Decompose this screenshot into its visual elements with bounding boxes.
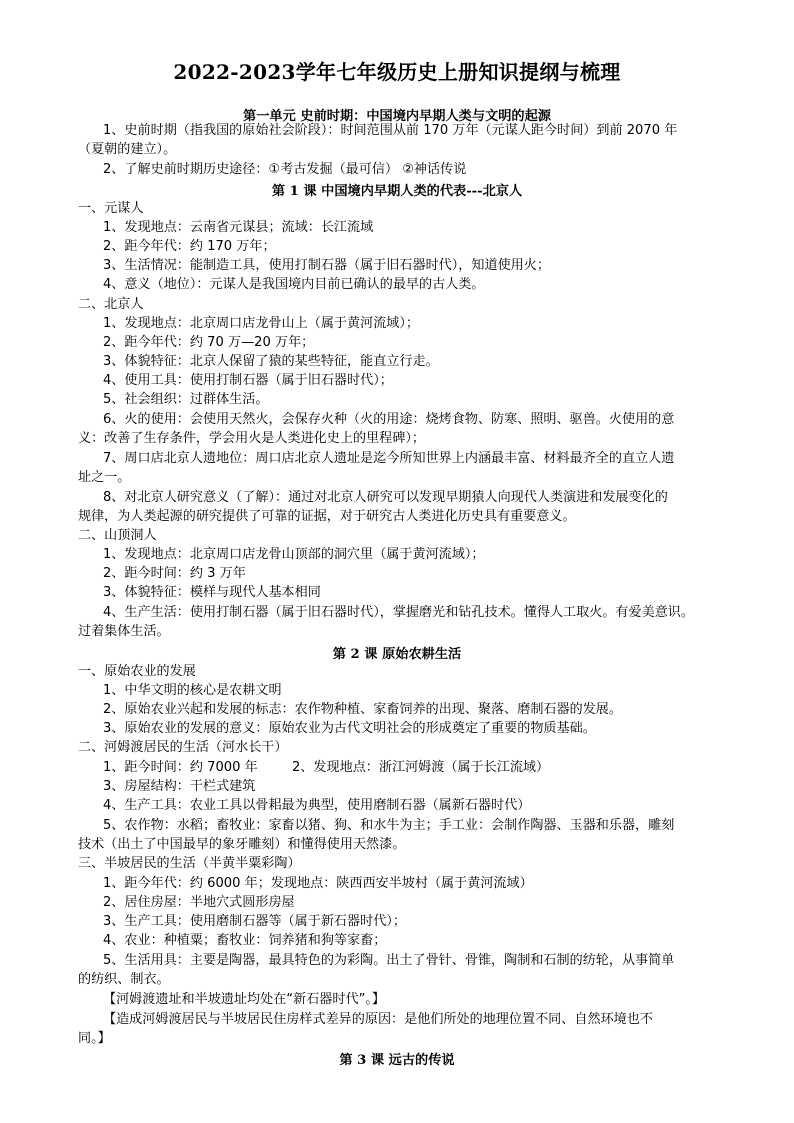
list-item: 3、房屋结构：干栏式建筑 bbox=[103, 779, 256, 794]
list-item: 4、农业：种植粟；畜牧业：饲养猪和狗等家畜； bbox=[103, 933, 387, 948]
list-item: 4、意义（地位）：元谋人是我国境内目前已确认的最早的古人类。 bbox=[103, 277, 485, 292]
list-item: 5、农作物：水稻；畜牧业：家畜以猪、狗、和水牛为主；手工业：会制作陶器、玉器和乐器，雕刻 bbox=[103, 818, 675, 833]
list-item: 2、发现地点：浙江河姆渡（属于长江流域） bbox=[292, 760, 550, 775]
list-item-continued: 规律，为人类起源的研究提供了可靠的证据，对于研究古人类进化历史具有重要意义。 bbox=[78, 509, 576, 524]
list-item: 1、距今时间：约 7000 年 bbox=[103, 760, 258, 775]
list-item: 1、距今年代：约 6000 年；发现地点：陕西西安半坡村（属于黄河流域） bbox=[103, 876, 533, 891]
list-item: 3、生产工具：使用磨制石器等（属于新石器时代）； bbox=[103, 914, 406, 929]
list-item: 2、距今年代：约 70 万—20 万年； bbox=[103, 335, 315, 350]
section-title: 二、山顶洞人 bbox=[78, 528, 157, 543]
list-item: 5、社会组织：过群体生活。 bbox=[103, 392, 269, 407]
list-item: 1、发现地点：北京周口店龙骨山上（属于黄河流域）； bbox=[103, 316, 420, 331]
list-item: 5、生活用具：主要是陶器，最具特色的为彩陶。出土了骨针、骨锥，陶制和石制的纺轮，从事简单 bbox=[103, 953, 675, 968]
document-title: 2022-2023学年七年级历史上册知识提纲与梳理 bbox=[173, 60, 621, 84]
section-title: 二、北京人 bbox=[78, 297, 144, 312]
section-title: 一、元谋人 bbox=[78, 201, 144, 216]
list-item: 3、生活情况：能制造工具，使用打制石器（属于旧石器时代），知道使用火； bbox=[103, 258, 550, 273]
note-line: 【河姆渡遗址和半坡遗址均处在“新石器时代”。】 bbox=[103, 992, 385, 1007]
section-title: 二、河姆渡居民的生活（河水长干） bbox=[78, 740, 288, 755]
list-item-continued: 的纺织、制衣。 bbox=[78, 972, 170, 987]
list-item: 4、使用工具：使用打制石器（属于旧石器时代）； bbox=[103, 373, 393, 388]
list-item: 2、原始农业兴起和发展的标志：农作物种植、家畜饲养的出现、聚落、磨制石器的发展。 bbox=[103, 702, 622, 717]
list-item: 1、发现地点：云南省元谋县；流域：长江流域 bbox=[103, 220, 374, 235]
list-item: 1、发现地点：北京周口店龙骨山顶部的洞穴里（属于黄河流域）； bbox=[103, 547, 485, 562]
list-item-continued: 过着集体生活。 bbox=[78, 624, 170, 639]
list-item: 7、周口店北京人遗地位：周口店北京人遗址是迄今所知世界上内涵最丰富、材料最齐全的直立人遗 bbox=[103, 451, 675, 466]
unit-heading: 第一单元 史前时期：中国境内早期人类与文明的起源 bbox=[243, 109, 551, 124]
list-item: 3、体貌特征：北京人保留了猿的某些特征，能直立行走。 bbox=[103, 354, 439, 369]
list-item: 2、距今年代：约 170 万年； bbox=[103, 239, 276, 254]
note-line: 【造成河姆渡居民与半坡居民住房样式差异的原因：是他们所处的地理位置不同、自然环境也不 bbox=[103, 1012, 653, 1027]
list-item: 4、生产生活：使用打制石器（属于旧石器时代），掌握磨光和钻孔技术。懂得人工取火。有爱美意识。 bbox=[103, 605, 694, 620]
list-item: 2、距今时间：约 3 万年 bbox=[103, 566, 246, 581]
list-item: 1、中华文明的核心是农耕文明 bbox=[103, 683, 282, 698]
paragraph-line: 1、史前时期（指我国的原始社会阶段）：时间范围从前 170 万年（元谋人距今时间）到前 2070 年 bbox=[103, 123, 678, 138]
list-item: 4、生产工具：农业工具以骨耜最为典型，使用磨制石器（属新石器时代） bbox=[103, 798, 531, 813]
lesson-heading: 第 2 课 原始农耕生活 bbox=[332, 647, 462, 662]
paragraph-line: 2、了解史前时期历史途径：①考古发掘（最可信） ②神话传说 bbox=[103, 162, 467, 177]
list-item: 6、火的使用：会使用天然火，会保存火种（火的用途：烧烤食物、防寒、照明、驱兽。火使用的意 bbox=[103, 412, 675, 427]
lesson-heading: 第 1 课 中国境内早期人类的代表---北京人 bbox=[271, 184, 523, 199]
list-item-continued: 义：改善了生存条件，学会用火是人类进化史上的里程碑）； bbox=[78, 431, 425, 446]
list-item-continued: 址之一。 bbox=[78, 470, 131, 485]
paragraph-line: （夏朝的建立）。 bbox=[78, 142, 177, 157]
list-item: 3、体貌特征：模样与现代人基本相同 bbox=[103, 585, 321, 600]
lesson-heading: 第 3 课 远古的传说 bbox=[339, 1053, 455, 1068]
section-title: 三、半坡居民的生活（半黄半粟彩陶） bbox=[78, 856, 301, 871]
list-item: 8、对北京人研究意义（了解）：通过对北京人研究可以发现早期猿人向现代人类演进和发展变化的 bbox=[103, 490, 668, 505]
section-title: 一、原始农业的发展 bbox=[78, 664, 196, 679]
list-item-continued: 技术（出土了中国最早的象牙雕刻）和懂得使用天然漆。 bbox=[78, 837, 406, 852]
list-item: 2、居住房屋：半地穴式圆形房屋 bbox=[103, 895, 295, 910]
list-item: 3、原始农业的发展的意义：原始农业为古代文明社会的形成奠定了重要的物质基础。 bbox=[103, 721, 596, 736]
note-line-continued: 同。】 bbox=[78, 1031, 111, 1046]
